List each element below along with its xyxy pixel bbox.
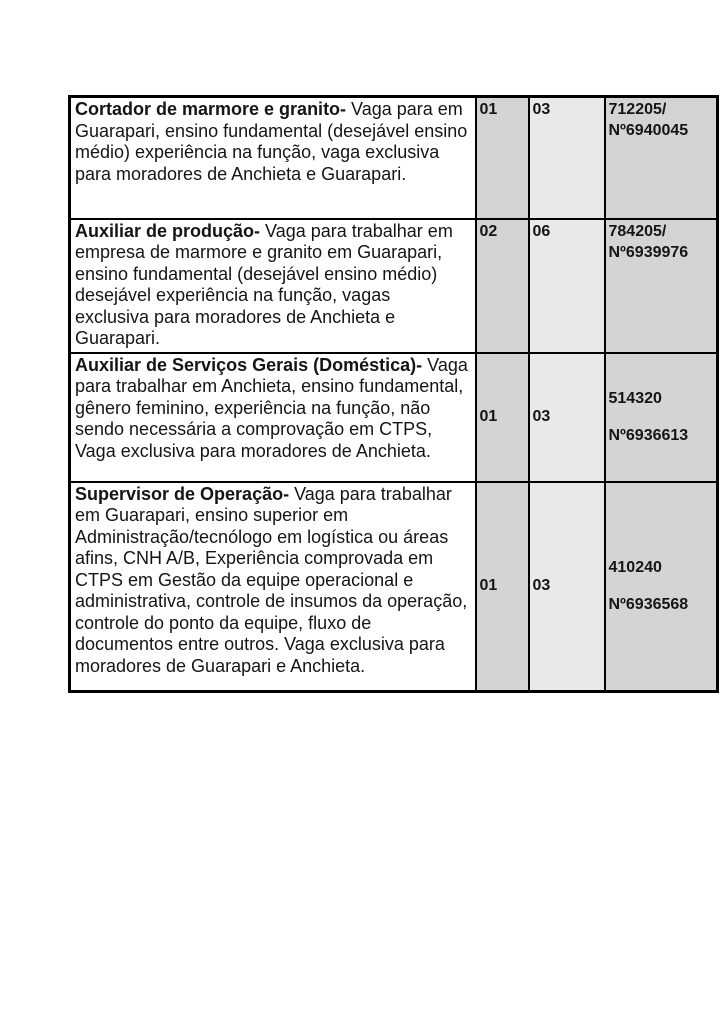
- job-title: Auxiliar de Serviços Gerais (Doméstica)-: [75, 354, 423, 375]
- occupation-code: 514320: [608, 389, 662, 407]
- vacancy-number: Nº6936568: [608, 595, 689, 613]
- vacancies-count-cell: 01: [476, 353, 529, 482]
- job-title: Supervisor de Operação-: [75, 483, 290, 504]
- job-row: [70, 97, 718, 219]
- occupation-code: 784205/: [608, 222, 667, 240]
- job-row: [70, 353, 718, 482]
- occupation-code-cell: [605, 353, 718, 482]
- job-description-text: Vaga para trabalhar em Guarapari, ensino superior em Administração/tecnólogo em logística ou áreas afins, CNH A/B, Experiência comprovada em CTPS em Gestão da equipe operacional e administrativa, controle de insumos da operação, controle do ponto da equipe, fluxo de documentos entre outros. Vaga exclusiva para moradores de Guarapari e Anchieta.: [75, 483, 468, 676]
- vacancy-number: Nº6940045: [608, 122, 689, 139]
- candidates-count-cell: 03: [529, 353, 605, 482]
- occupation-code-cell: [605, 482, 718, 692]
- job-description-text: Vaga para trabalhar em empresa de marmore e granito em Guarapari, ensino fundamental (desejável ensino médio) desejável experiência na função, vagas exclusiva para moradores de Anchieta e Guarapari.: [75, 220, 453, 348]
- job-title: Cortador de marmore e granito-: [75, 99, 347, 119]
- candidates-count-cell: 03: [529, 482, 605, 692]
- job-row: [70, 219, 718, 353]
- candidates-count-cell: 06: [529, 219, 605, 353]
- job-vacancies-table: [68, 95, 719, 693]
- occupation-code-cell: [605, 219, 718, 353]
- job-description-cell: [70, 219, 476, 353]
- occupation-code: 410240: [608, 558, 662, 576]
- vacancies-count-cell: 02: [476, 219, 529, 353]
- vacancy-number: Nº6939976: [608, 243, 689, 261]
- job-description-cell: [70, 353, 476, 482]
- candidates-count-cell: 03: [529, 97, 605, 219]
- job-description-text: Vaga para trabalhar em Anchieta, ensino fundamental, gênero feminino, experiência na função, não sendo necessária a comprovação em CTPS, Vaga exclusiva para moradores de Anchieta.: [75, 354, 468, 461]
- occupation-code-cell: [605, 97, 718, 219]
- job-description-cell: [70, 97, 476, 219]
- job-description-cell: [70, 482, 476, 692]
- job-title: Auxiliar de produção-: [75, 220, 261, 241]
- vacancies-count-cell: 01: [476, 482, 529, 692]
- vacancies-count-cell: 01: [476, 97, 529, 219]
- occupation-code: 712205/: [608, 101, 667, 118]
- vacancy-number: Nº6936613: [608, 426, 689, 444]
- job-row: [70, 482, 718, 692]
- job-description-text: Vaga para em Guarapari, ensino fundamental (desejável ensino médio) experiência na função, vaga exclusiva para moradores de Anchieta e Guarapari.: [75, 99, 468, 184]
